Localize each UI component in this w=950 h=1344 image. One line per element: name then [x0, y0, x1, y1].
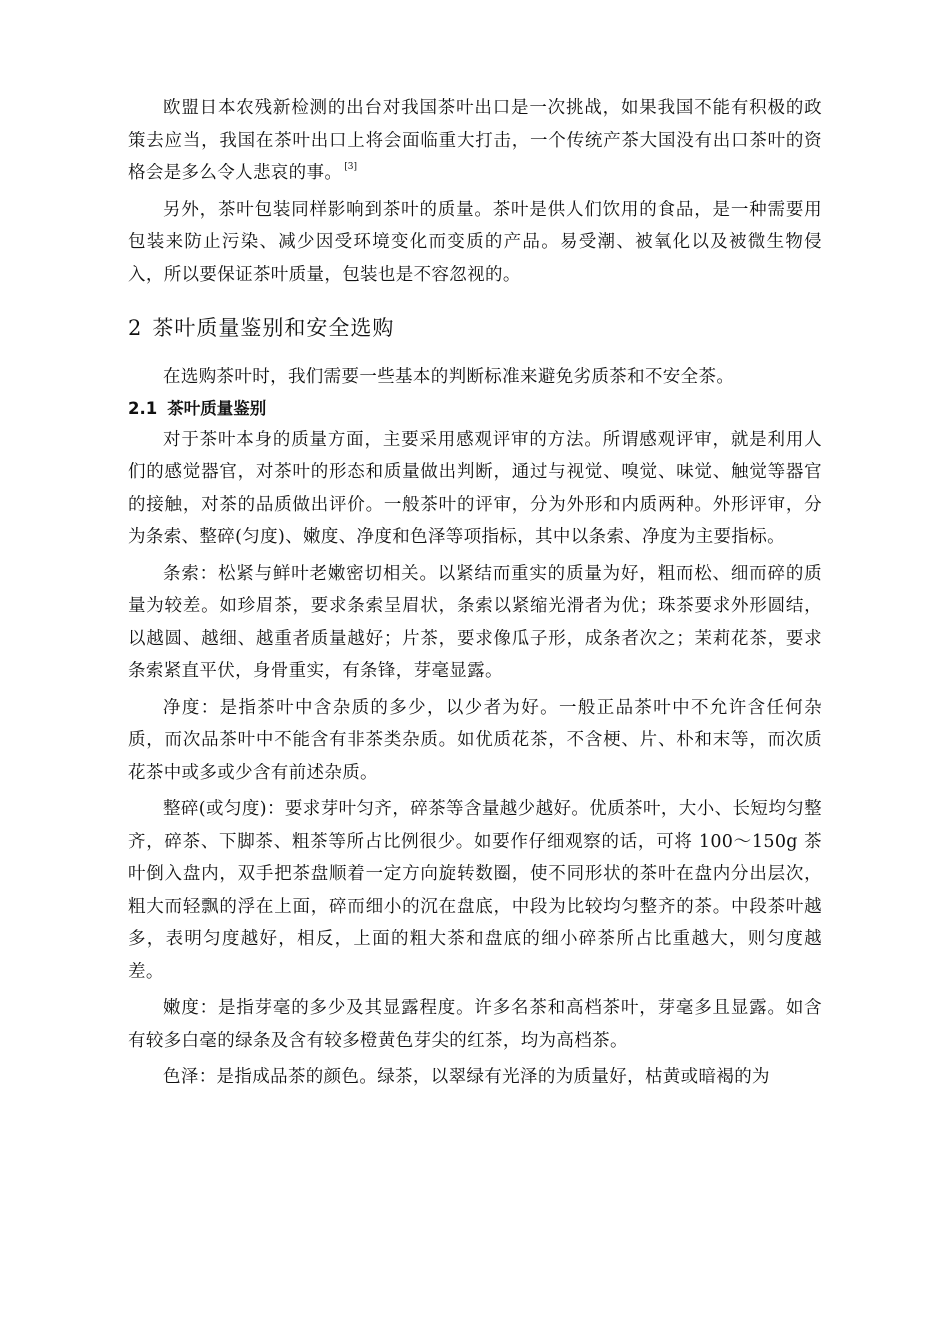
- paragraph-packaging: 另外，茶叶包装同样影响到茶叶的质量。茶叶是供人们饮用的食品，是一种需要用包装来防止污染、减少因受环境变化而变质的产品。易受潮、被氧化以及被微生物侵入，所以要保证茶叶质量，包装也是不容忽视的。: [128, 199, 822, 285]
- paragraph-uniformity: 整碎(或匀度)：要求芽叶匀齐，碎茶等含量越少越好。优质茶叶，大小、长短均匀整齐，碎茶、下脚茶、粗茶等所占比例很少。如要作仔细观察的话，可将 100～150g 茶叶倒入盘内，双手把茶盘顺着一定方向旋转数圈，使不同形状的茶叶在盘内分出层次，粗大而轻飘的浮在上面，碎而细小的沉在盘底，中段为比较均匀整齐的茶。中段茶叶越多，表明匀度越好，相反，上面的粗大茶和盘底的细小碎茶所占比重越大，则匀度越差。: [128, 799, 822, 982]
- document-page: [128, 92, 822, 1094]
- subsection-heading: [128, 396, 822, 422]
- section-heading: [128, 313, 822, 343]
- section-title: 茶叶质量鉴别和安全选购: [152, 316, 395, 340]
- paragraph-cleanliness: 净度：是指茶叶中含杂质的多少，以少者为好。一般正品茶叶中不允许含任何杂质，而次品茶叶中不能含有非茶类杂质。如优质花茶，不含梗、片、朴和末等，而次质花茶中或多或少含有前述杂质。: [128, 697, 822, 783]
- paragraph-strip-shape: 条索：松紧与鲜叶老嫩密切相关。以紧结而重实的质量为好，粗而松、细而碎的质量为较差。如珍眉茶，要求条索呈眉状，条索以紧缩光滑者为优；珠茶要求外形圆结，以越圆、越细、越重者质量越好；片茶，要求像瓜子形，成条者次之；茉莉花茶，要求条索紧直平伏，身骨重实，有条锋，芽毫显露。: [128, 563, 822, 681]
- paragraph-color: 色泽：是指成品茶的颜色。绿茶，以翠绿有光泽的为质量好，枯黄或暗褐的为: [163, 1067, 770, 1087]
- section-intro: 在选购茶叶时，我们需要一些基本的判断标准来避免劣质茶和不安全茶。: [163, 367, 735, 387]
- section-number: 2: [128, 316, 143, 340]
- subsection-number: 2.1: [128, 398, 158, 418]
- paragraph-tenderness: 嫩度：是指芽毫的多少及其显露程度。许多名茶和高档茶叶，芽毫多且显露。如含有较多白毫的绿条及含有较多橙黄色芽尖的红茶，均为高档茶。: [128, 998, 822, 1051]
- paragraph-sensory-evaluation: 对于茶叶本身的质量方面，主要采用感观评审的方法。所谓感观评审，就是利用人们的感觉器官，对茶叶的形态和质量做出判断，通过与视觉、嗅觉、味觉、触觉等器官的接触，对茶的品质做出评价。一般茶叶的评审，分为外形和内质两种。外形评审，分为条索、整碎(匀度)、嫩度、净度和色泽等项指标，其中以条索、净度为主要指标。: [128, 429, 822, 547]
- citation-ref: [3]: [344, 162, 357, 172]
- subsection-title: 茶叶质量鉴别: [167, 398, 267, 418]
- paragraph-export-challenge: 欧盟日本农残新检测的出台对我国茶叶出口是一次挑战，如果我国不能有积极的政策去应当，我国在茶叶出口上将会面临重大打击，一个传统产茶大国没有出口茶叶的资格会是多么令人悲哀的事。 [3]: [128, 98, 822, 183]
